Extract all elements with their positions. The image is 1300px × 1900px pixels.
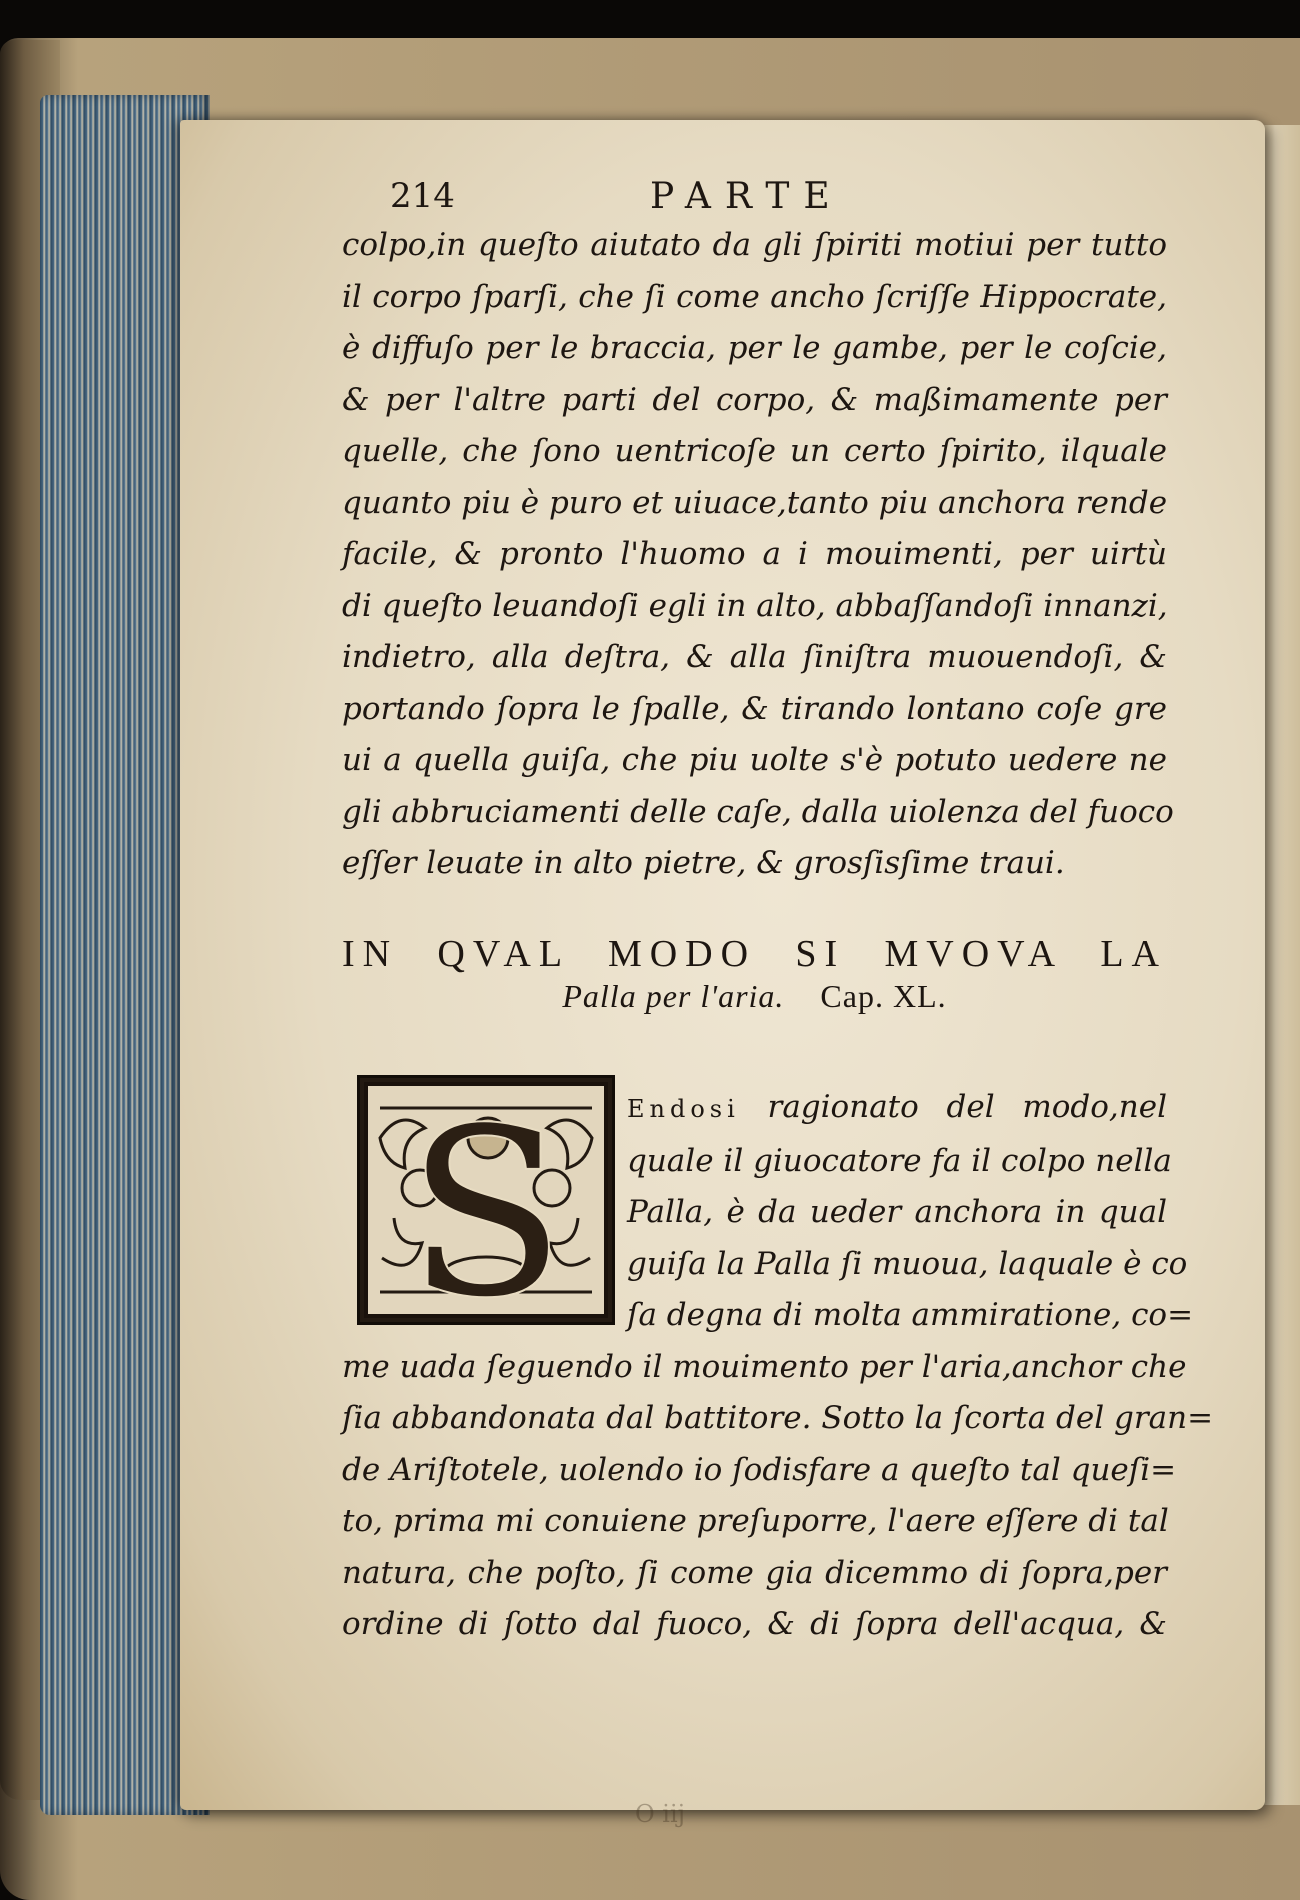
text-line: il corpo ſparſi, che ſi come ancho ſcriſſe Hippocrate, — [342, 278, 1167, 315]
page-number: 214 — [390, 176, 455, 216]
text-line: di queſto leuandoſi egli in alto, abbaſſandoſi innanzi, — [342, 587, 1168, 624]
text-line: ordine di ſotto dal fuoco, & di ſopra dell'acqua, & — [342, 1606, 1167, 1642]
chapter-subtitle-text: Palla per l'aria. — [562, 978, 785, 1014]
text-line: me uada ſeguendo il mouimento per l'aria,anchor che — [342, 1348, 1187, 1385]
text-line: Palla, è da ueder anchora in qual — [627, 1194, 1167, 1230]
chapter-subtitle — [342, 978, 1167, 1015]
text-line: ſia abbandonata dal battitore. Sotto la ſcorta del gran= — [342, 1400, 1214, 1436]
chapter-heading — [342, 932, 1167, 1015]
running-head: PARTE — [650, 176, 844, 217]
first-word-smallcaps: Endosi — [627, 1095, 740, 1123]
text-line: eſſer leuate in alto pietre, & grosſisſime traui. — [342, 845, 1065, 881]
first-line-rest: ragionato del modo,nel — [767, 1089, 1167, 1125]
signature-mark: O iij — [635, 1800, 686, 1828]
text-line: portando ſopra le ſpalle, & tirando lontano coſe gre — [342, 690, 1167, 727]
chapter-number: Cap. XL. — [820, 978, 947, 1014]
text-line — [627, 1082, 1167, 1136]
text-line: quale il giuocatore fa il colpo nella — [627, 1142, 1172, 1179]
text-line: to, prima mi conuiene preſuporre, l'aere eſſere di tal — [342, 1503, 1169, 1539]
text-line: ſa degna di molta ammiratione, co= — [627, 1297, 1194, 1333]
page-header — [390, 176, 1090, 226]
text-after-heading — [342, 1082, 1214, 1651]
text-line: & per l'altre parti del corpo, & maßimamente per — [342, 381, 1167, 418]
text-line: gli abbruciamenti delle caſe, dalla uiolenza del fuoco — [342, 793, 1174, 830]
text-line: natura, che poſto, ſi come gia dicemmo di ſopra,per — [342, 1554, 1167, 1591]
text-line: quanto piu è puro et uiuace,tanto piu anchora rende — [342, 484, 1168, 521]
text-line: indietro, alla deſtra, & alla ſiniſtra muouendoſi, & — [342, 639, 1167, 675]
svg-text:S: S — [407, 1081, 565, 1322]
text-before-heading — [342, 220, 1174, 890]
text-line: colpo,in queſto aiutato da gli ſpiriti motiui per tutto — [342, 227, 1167, 263]
chapter-title: IN QVAL MODO SI MVOVA LA — [342, 933, 1167, 975]
text-line: facile, & pronto l'huomo a i mouimenti, per uirtù — [342, 536, 1167, 572]
book-page — [180, 120, 1265, 1828]
text-line: de Ariſtotele, uolendo io ſodisfare a queſto tal queſi= — [342, 1451, 1177, 1488]
text-line: guiſa la Palla ſi muoua, laquale è co — [627, 1245, 1188, 1282]
text-line: ui a quella guiſa, che piu uolte s'è potuto uedere ne — [342, 742, 1167, 778]
text-line: quelle, che ſono uentricoſe un certo ſpirito, ilquale — [342, 433, 1167, 469]
text-line: è diffuſo per le braccia, per le gambe, per le coſcie, — [342, 330, 1167, 366]
